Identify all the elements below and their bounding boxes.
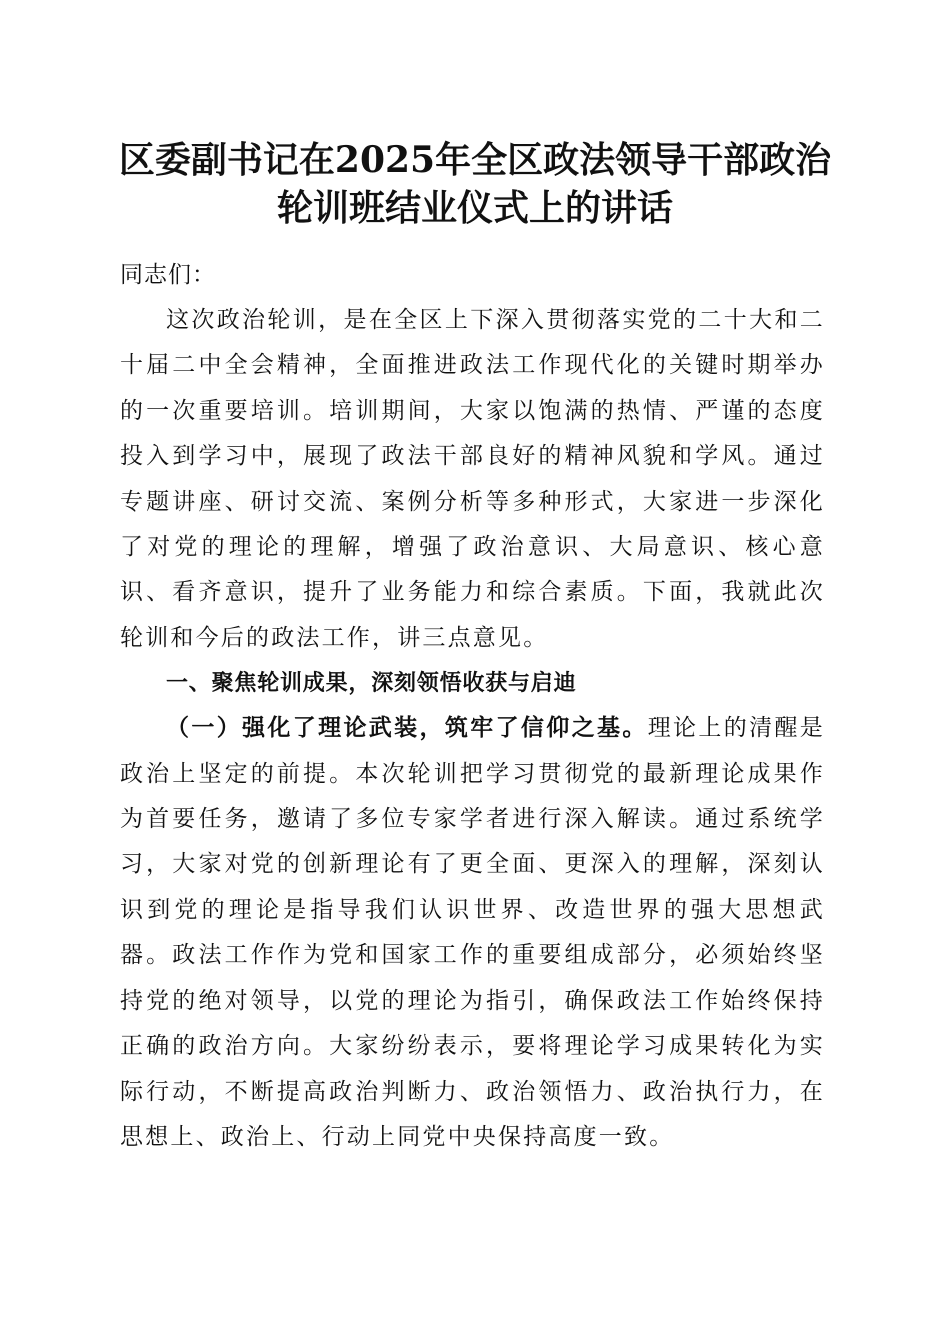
document-body (120, 253, 825, 1160)
salutation: 同志们： (120, 262, 216, 288)
section-heading-1: 一、聚焦轮训成果，深刻领悟收获与启迪 (166, 671, 577, 697)
document-title-line-2: 轮训班结业仪式上的讲话 (276, 187, 673, 229)
subsection-body-1: 理论上的清醒是政治上坚定的前提。本次轮训把学习贯彻党的最新理论成果作为首要任务，邀请了多位专家学者进行深入解读。通过系统学习，大家对党的创新理论有了更全面、更深入的理解，深刻认识到党的理论是指导我们认识世界、改造世界的强大思想武器。政法工作作为党和国家工作的重要组成部分，必须始终坚持党的绝对领导，以党的理论为指引，确保政法工作始终保持正确的政治方向。大家纷纷表示，要将理论学习成果转化为实际行动，不断提高政治判断力、政治领悟力、政治执行力，在思想上、政治上、行动上同党中央保持高度一致。 (120, 715, 825, 1150)
subsection-paragraph-1 (120, 706, 825, 1160)
document-title-line-1: 区委副书记在2025年全区政法领导干部政治 (118, 139, 832, 181)
subsection-lead-1: （一）强化了理论武装，筑牢了信仰之基。 (166, 715, 648, 742)
intro-paragraph: 这次政治轮训，是在全区上下深入贯彻落实党的二十大和二十届二中全会精神，全面推进政法工作现代化的关键时期举办的一次重要培训。培训期间，大家以饱满的热情、严谨的态度投入到学习中，展现了政法干部良好的精神风貌和学风。通过专题讲座、研讨交流、案例分析等多种形式，大家进一步深化了对党的理论的理解，增强了政治意识、大局意识、核心意识、看齐意识，提升了业务能力和综合素质。下面，我就此次轮训和今后的政法工作，讲三点意见。 (120, 307, 825, 651)
